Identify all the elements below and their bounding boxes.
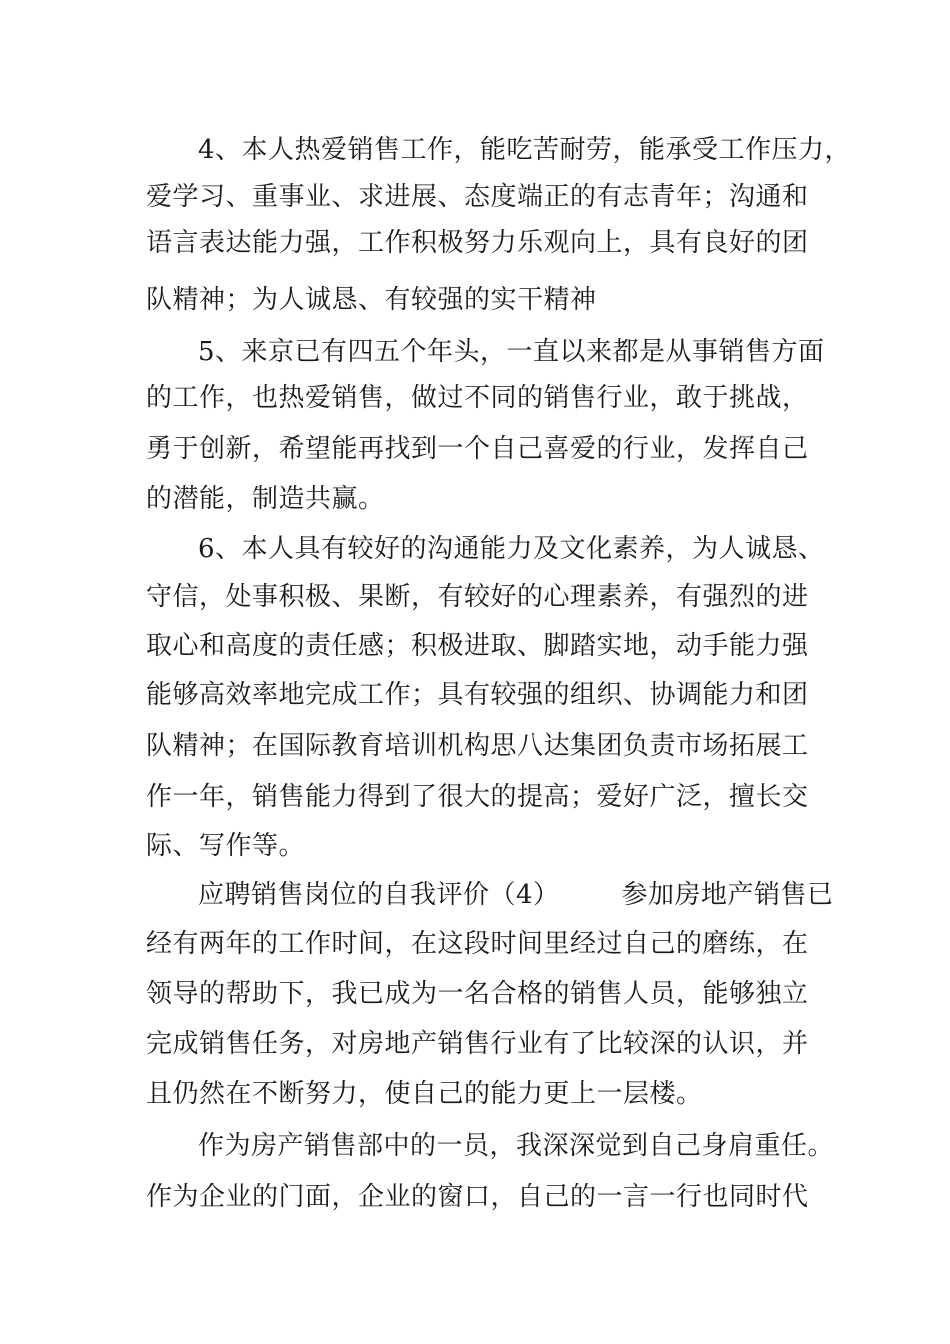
text-line: 取心和高度的责任感；积极进取、脚踏实地，动手能力强 — [146, 631, 809, 661]
text-line: 完成销售任务，对房地产销售行业有了比较深的认识，并 — [146, 1029, 809, 1059]
text-line: 队精神；在国际教育培训机构思八达集团负责市场拓展工 — [146, 731, 809, 761]
text-line: 守信，处事积极、果断，有较好的心理素养，有强烈的进 — [146, 582, 809, 612]
text-line: 5、来京已有四五个年头，一直以来都是从事销售方面 — [198, 337, 825, 367]
text-line: 的工作，也热爱销售，做过不同的销售行业，敢于挑战， — [146, 383, 809, 413]
text-line: 4、本人热爱销售工作，能吃苦耐劳，能承受工作压力， — [198, 135, 852, 165]
text-line: 经有两年的工作时间，在这段时间里经过自己的磨练，在 — [146, 929, 809, 959]
text-line: 作为房产销售部中的一员，我深深觉到自己身肩重任。 — [198, 1131, 835, 1161]
text-line: 勇于创新，希望能再找到一个自己喜爱的行业，发挥自己 — [146, 434, 809, 464]
text-line: 6、本人具有较好的沟通能力及文化素养，为人诚恳、 — [198, 534, 825, 564]
section-heading: 应聘销售岗位的自我评价（4） — [198, 880, 560, 910]
text-line: 且仍然在不断努力，使自己的能力更上一层楼。 — [146, 1079, 703, 1109]
text-line: 的潜能，制造共赢。 — [146, 484, 385, 514]
text-line: 能够高效率地完成工作；具有较强的组织、协调能力和团 — [146, 680, 809, 710]
text-line: 领导的帮助下，我已成为一名合格的销售人员，能够独立 — [146, 979, 809, 1009]
text-line: 语言表达能力强，工作积极努力乐观向上，具有良好的团 — [146, 228, 809, 258]
text-line: 作一年，销售能力得到了很大的提高；爱好广泛，擅长交 — [146, 782, 809, 812]
text-line: 际、写作等。 — [146, 831, 306, 861]
text-line: 作为企业的门面，企业的窗口，自己的一言一行也同时代 — [146, 1182, 809, 1212]
text-line: 爱学习、重事业、求进展、态度端正的有志青年；沟通和 — [146, 182, 809, 212]
text-run: 参加房地产销售已 — [621, 880, 834, 910]
text-line: 队精神；为人诚恳、有较强的实干精神 — [146, 285, 597, 315]
